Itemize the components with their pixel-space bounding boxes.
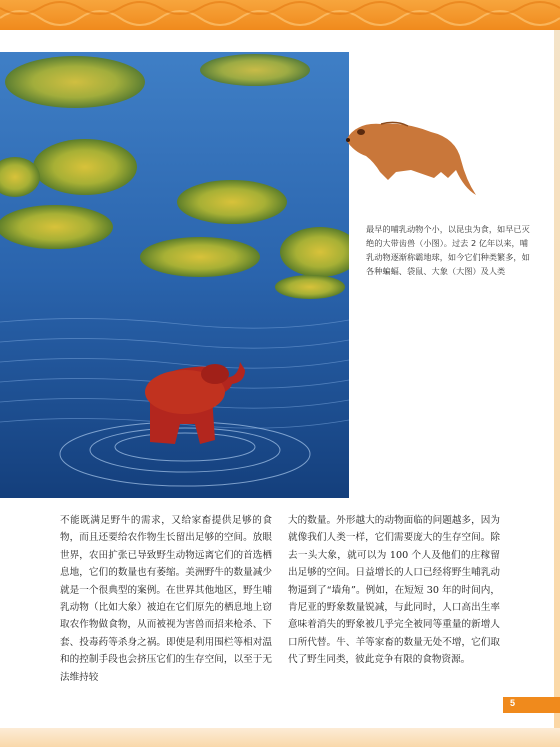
body-right-column: 大的数量。外形越大的动物面临的问题越多，因为就像我们人类一样，它们需要庞大的生存空间。除去一头大象，就可以为 100 个人及他们的庄稼留出足够的空间。日益增长的人口已经将野生哺乳动物逼到了“墙角”。例如，在短短 30 年的时间内，肯尼亚的野象数量锐减，与此同时，人口高出生率意味着消失的野象被几乎完全被同等重量的新增人口所代替。牛、羊等家畜的数量无处不增，它们取代了野生同类，彼此竞争有限的食物资源。 [288,515,500,666]
top-decorative-banner [0,0,560,30]
right-page-edge [554,30,560,730]
bottom-decorative-band [0,728,560,747]
photo-caption: 最早的哺乳动物个小，以昆虫为食，如早已灭绝的大带齿兽（小图）。过去 2 亿年以来，哺乳动物逐渐称霸地球，如今它们种类繁多，如各种蝙蝠、袋鼠、大象（大图）及人类 [366,224,530,276]
body-left-column: 不能既满足野牛的需求，又给家畜提供足够的食物，而且还要给农作物生长留出足够的空间。放眼世界，农田扩张已导致野生动物远离它们的首选栖息地，它们的数量也有萎缩。美洲野牛的数量减少就是一个很典型的案例。在世界其他地区，野生哺乳动物（比如大象）被迫在它们原先的栖息地上窃取农作物做食物，从而被视为害兽而招来枪杀、下套、投毒药等杀身之祸。即使是利用围栏等相对温和的控制手段也会挤压它们的生存空间，以至于无法维持较 [60,515,272,683]
page-number: 5 [510,698,516,708]
elephant-in-water-photo [0,52,349,498]
early-mammal-illustration [336,110,486,210]
